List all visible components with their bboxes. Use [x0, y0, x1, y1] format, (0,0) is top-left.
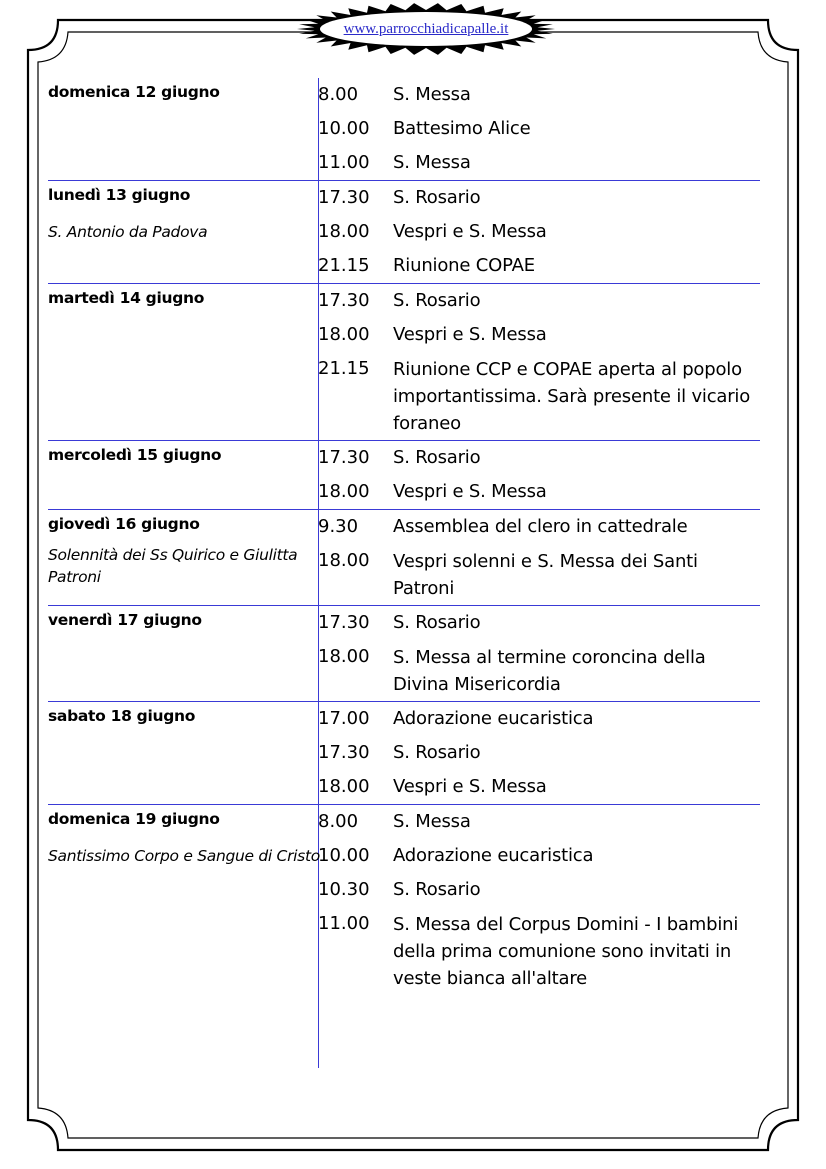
website-link[interactable]: www.parrocchiadicapalle.it [343, 20, 509, 37]
day-date: domenica 12 giugno [48, 83, 220, 101]
day-info [48, 78, 318, 180]
event-list [318, 606, 760, 701]
event-description: Vespri e S. Messa [393, 324, 547, 345]
event-description: Adorazione eucaristica [393, 708, 594, 729]
event-row [318, 606, 760, 640]
event-description: S. Rosario [393, 187, 481, 208]
day-info [48, 510, 318, 605]
event-description: Vespri e S. Messa [393, 221, 547, 242]
event-time: 21.15 [318, 255, 370, 276]
event-description: S. Rosario [393, 742, 481, 763]
day-block [48, 283, 760, 440]
event-time: 17.30 [318, 290, 370, 311]
event-row [318, 873, 760, 907]
day-info [48, 805, 318, 995]
event-time: 18.00 [318, 221, 370, 242]
event-description: Vespri e S. Messa [393, 776, 547, 797]
event-row [318, 736, 760, 770]
event-row [318, 352, 760, 440]
event-time: 18.00 [318, 550, 370, 571]
event-row [318, 770, 760, 804]
event-time: 17.00 [318, 708, 370, 729]
event-description: Vespri e S. Messa [393, 481, 547, 502]
event-time: 17.30 [318, 612, 370, 633]
event-row [318, 112, 760, 146]
day-info [48, 702, 318, 804]
day-block [48, 804, 760, 995]
event-time: 18.00 [318, 776, 370, 797]
event-row [318, 907, 760, 995]
day-note: Santissimo Corpo e Sangue di Cristo [48, 847, 320, 865]
day-block [48, 509, 760, 605]
day-info [48, 181, 318, 283]
event-description: Riunione COPAE [393, 255, 535, 276]
event-time: 8.00 [318, 84, 359, 105]
event-time: 18.00 [318, 324, 370, 345]
day-block [48, 701, 760, 804]
event-list [318, 702, 760, 804]
event-row [318, 805, 760, 839]
day-block [48, 180, 760, 283]
event-description: S. Rosario [393, 879, 481, 900]
event-time: 11.00 [318, 152, 370, 173]
day-date: venerdì 17 giugno [48, 611, 202, 629]
event-time: 18.00 [318, 646, 370, 667]
event-description: Assemblea del clero in cattedrale [393, 516, 688, 537]
day-block [48, 440, 760, 509]
event-time: 17.30 [318, 187, 370, 208]
event-description: S. Messa al termine coroncina della Divina Misericordia [393, 647, 706, 695]
event-time: 21.15 [318, 358, 370, 379]
event-time: 10.00 [318, 118, 370, 139]
day-date: giovedì 16 giugno [48, 515, 200, 533]
event-description: S. Rosario [393, 447, 481, 468]
event-time: 10.00 [318, 845, 370, 866]
event-description: S. Rosario [393, 612, 481, 633]
event-description: Battesimo Alice [393, 118, 531, 139]
event-row [318, 318, 760, 352]
schedule-table [48, 78, 760, 995]
day-date: lunedì 13 giugno [48, 186, 191, 204]
event-row [318, 441, 760, 475]
day-note: Solennità dei Ss Quirico e Giulitta Patroni [48, 546, 298, 586]
event-time: 8.00 [318, 811, 359, 832]
event-time: 11.00 [318, 913, 370, 934]
event-time: 18.00 [318, 481, 370, 502]
event-description: S. Messa [393, 811, 471, 832]
event-row [318, 284, 760, 318]
day-date: sabato 18 giugno [48, 707, 196, 725]
event-list [318, 181, 760, 283]
day-date: domenica 19 giugno [48, 810, 220, 828]
event-row [318, 544, 760, 605]
day-block [48, 605, 760, 701]
event-time: 10.30 [318, 879, 370, 900]
day-info [48, 284, 318, 440]
event-row [318, 702, 760, 736]
event-row [318, 181, 760, 215]
day-block [48, 78, 760, 180]
event-description: Riunione CCP e COPAE aperta al popolo importantissima. Sarà presente il vicario foraneo [393, 359, 751, 434]
day-info [48, 606, 318, 701]
event-row [318, 510, 760, 544]
event-row [318, 215, 760, 249]
event-list [318, 510, 760, 605]
event-description: Vespri solenni e S. Messa dei Santi Patroni [393, 551, 698, 599]
day-date: mercoledì 15 giugno [48, 446, 222, 464]
event-description: S. Messa [393, 84, 471, 105]
event-description: Adorazione eucaristica [393, 845, 594, 866]
event-row [318, 839, 760, 873]
event-list [318, 441, 760, 509]
event-row [318, 78, 760, 112]
event-time: 9.30 [318, 516, 359, 537]
event-description: S. Messa [393, 152, 471, 173]
event-list [318, 78, 760, 180]
event-time: 17.30 [318, 447, 370, 468]
event-list [318, 805, 760, 995]
event-row [318, 146, 760, 180]
event-row [318, 475, 760, 509]
event-row [318, 640, 760, 701]
event-description: S. Messa del Corpus Domini - I bambini della prima comunione sono invitati in veste bianca all'altare [393, 914, 739, 989]
event-time: 17.30 [318, 742, 370, 763]
day-info [48, 441, 318, 509]
day-note: S. Antonio da Padova [48, 223, 208, 241]
day-date: martedì 14 giugno [48, 289, 205, 307]
event-description: S. Rosario [393, 290, 481, 311]
website-seal [296, 2, 556, 56]
event-row [318, 249, 760, 283]
event-list [318, 284, 760, 440]
